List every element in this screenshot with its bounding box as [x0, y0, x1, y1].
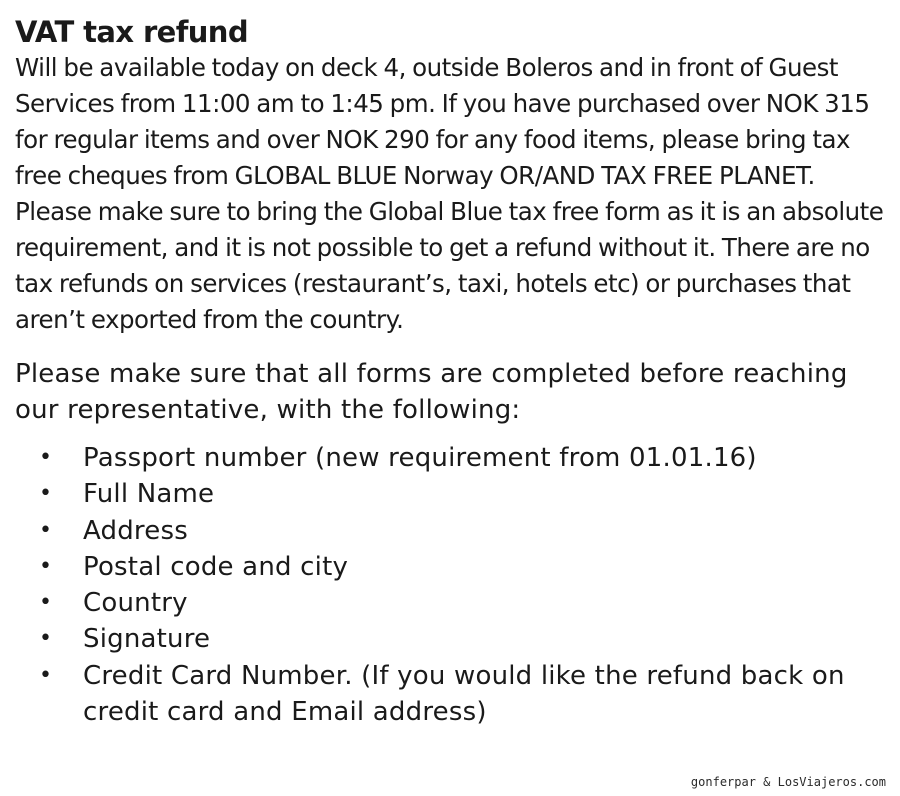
list-item-text: Country	[83, 588, 188, 619]
bullet-icon: •	[39, 626, 53, 652]
bullet-icon: •	[39, 517, 53, 543]
list-item	[15, 621, 895, 657]
bullet-icon: •	[39, 481, 53, 507]
list-item-text: Address	[83, 515, 188, 546]
list-item-text: Full Name	[83, 479, 215, 510]
list-item	[15, 549, 895, 585]
watermark: gonferpar & LosViajeros.com	[690, 775, 886, 789]
list-item-text: Credit Card Number. (If you would like the refund back on credit card and Email address)	[83, 660, 845, 728]
instructions-paragraph: Please make sure that all forms are completed before reaching our representative, with the following:	[15, 359, 848, 425]
bullet-icon: •	[39, 662, 53, 688]
availability-paragraph: Will be available today on deck 4, outside Boleros and in front of Guest Services from 11:00 am to 1:45 pm. If you have purchased over NOK 315 for regular items and over NOK 290 for any food items, please bring tax free cheques from GLOBAL BLUE Norway OR/AND TAX FREE PLANET. Please make sure to bring the Global Blue tax free form as it is an absolute requirement, and it is not possible to get a refund without it. There are no tax refunds on services (restaurant’s, taxi, hotels etc) or purchases that aren’t exported from the country.	[15, 53, 884, 334]
requirements-list	[15, 440, 895, 730]
list-item-text: Postal code and city	[83, 551, 349, 582]
document-title: VAT tax refund	[15, 15, 249, 49]
list-item-text: Signature	[83, 624, 211, 655]
list-item	[15, 513, 895, 549]
list-item	[15, 658, 895, 731]
list-item-text: Passport number (new requirement from 01.01.16)	[83, 443, 757, 473]
list-item	[15, 585, 895, 621]
list-item	[15, 476, 895, 512]
bullet-icon: •	[39, 553, 53, 579]
document	[15, 14, 895, 730]
bullet-icon: •	[39, 445, 53, 470]
bullet-icon: •	[39, 590, 53, 616]
list-item	[15, 440, 895, 476]
